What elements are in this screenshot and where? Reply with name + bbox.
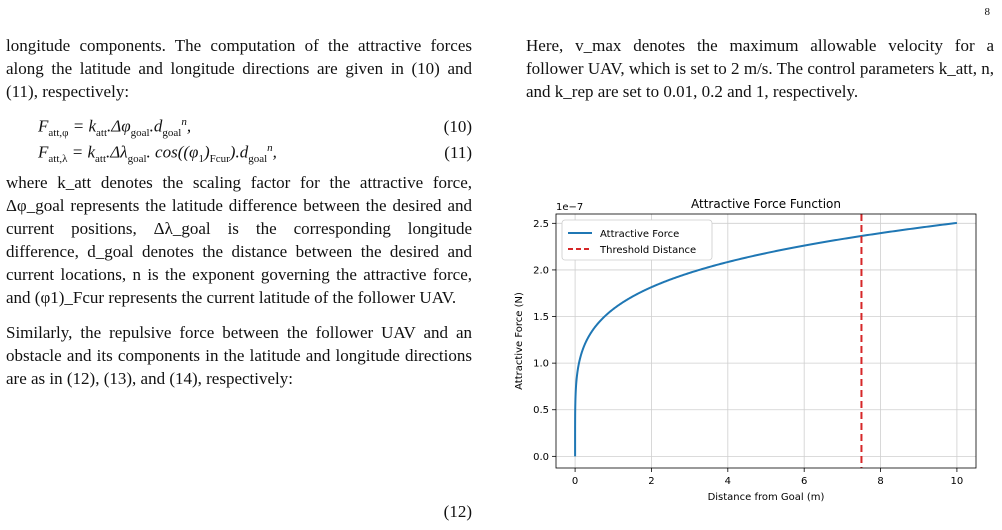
equation-11: $F_{att,\lambda} = k_{att}.\Delta\lambda_{goal}$. $\cos((\varphi_1)_{Fcur}).d_{goal}^n$, (11) [38, 142, 472, 166]
legend-label-threshold-distance: Threshold Distance [600, 245, 697, 256]
right-column [526, 34, 994, 103]
right-paragraph-1: Here, v_max denotes the maximum allowable velocity for a follower UAV, which is set to 2 m/s. The control parameters k_att, n, and k_rep are set to 0.01, 0.2 and 1, respectively. [526, 36, 994, 101]
y-tick-label: 0.0 [533, 451, 549, 463]
y-tick-label: 2.5 [533, 218, 549, 230]
y-scale-label: 1e−7 [556, 202, 584, 213]
left-paragraph-2: where k_att denotes the scaling factor for the attractive force, Δφ_goal represents the latitude difference between the desired and current positions, Δλ_goal is the corresponding longitude difference, d_goal denotes the distance between the desired and current locations, n is the exponent governing the attractive force, and (φ1)_Fcur represents the current latitude of the follower UAV. [6, 173, 472, 307]
y-tick-label: 2.0 [533, 265, 549, 277]
y-tick-label: 1.0 [533, 358, 549, 370]
x-tick-label: 6 [800, 476, 808, 487]
page-number: 8 [984, 6, 990, 18]
chart-svg [510, 186, 994, 510]
y-axis-label: Attractive Force (N) [514, 292, 525, 390]
y-tick-label: 0.5 [533, 405, 549, 417]
attractive-force-chart [510, 186, 994, 510]
equation-10: $F_{att,\varphi} = k_{att}.\Delta\varphi_{goal}.d_{goal}^n$, (10) [38, 116, 472, 140]
chart-title: Attractive Force Function [691, 197, 841, 211]
equation-11-number: (11) [444, 142, 472, 162]
x-tick-label: 4 [724, 476, 732, 487]
equation-10-number: (10) [443, 116, 472, 136]
x-tick-label: 10 [950, 476, 964, 487]
x-tick-label: 0 [571, 476, 579, 487]
x-axis-label: Distance from Goal (m) [707, 492, 825, 503]
left-paragraph-3: Similarly, the repulsive force between the follower UAV and an obstacle and its components in the latitude and longitude directions are as in (12), (13), and (14), respectively: [6, 323, 472, 388]
legend-label-attractive-force: Attractive Force [600, 229, 680, 240]
left-column [6, 34, 472, 390]
y-tick-label: 1.5 [533, 312, 549, 324]
equation-12-number: (12) [443, 502, 472, 521]
equation-12-partial [6, 496, 472, 530]
x-tick-label: 2 [648, 476, 655, 487]
left-paragraph-1: longitude components. The computation of the attractive forces along the latitude and longitude directions are given in (10) and (11), respectively: [6, 36, 472, 101]
x-tick-label: 8 [877, 476, 884, 487]
